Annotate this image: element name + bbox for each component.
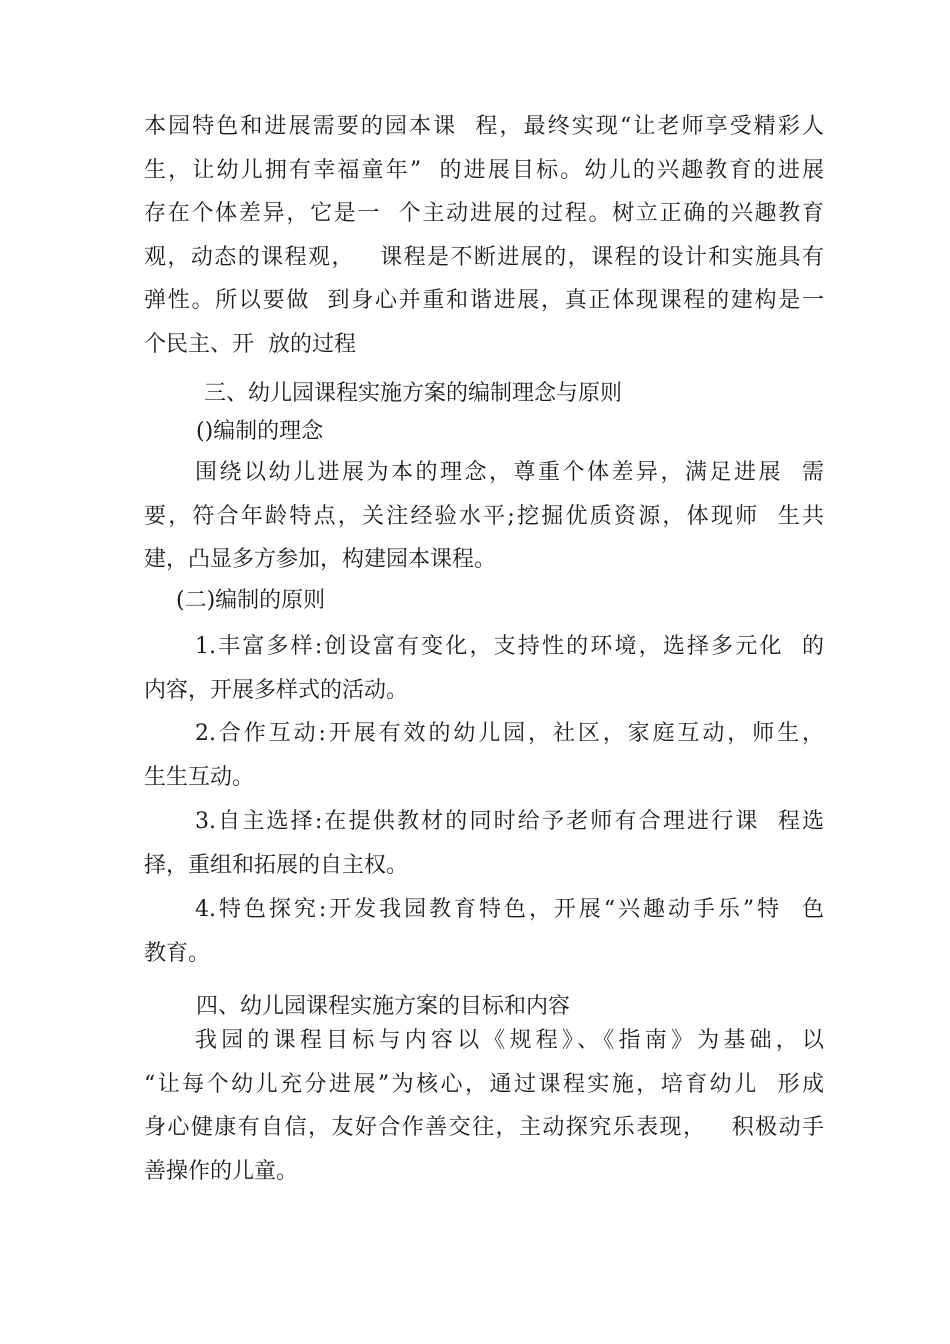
text-line: 身心健康有自信，友好合作善交往，主动探究乐表现， 积极动手 [144, 1115, 824, 1140]
text-line: 生生互动。 [144, 764, 255, 790]
principles-subheading: (二)编制的原则 [176, 588, 326, 613]
text-line: 2.合作互动:开展有效的幼儿园，社区，家庭互动，师生， [195, 721, 824, 746]
text-line: 围绕以幼儿进展为本的理念，尊重个体差异，满足进展 需 [195, 460, 824, 485]
goal-paragraph [144, 1019, 824, 1193]
principle-item-4 [144, 888, 824, 975]
concept-subheading: ()编制的理念 [196, 419, 324, 444]
text-line: 善操作的儿童。 [144, 1158, 299, 1184]
text-line: 个民主、开 放的过程 [144, 331, 356, 357]
section-4-heading: 四、幼儿园课程实施方案的目标和内容 [196, 994, 571, 1019]
text-line: “让每个幼儿充分进展”为核心，通过课程实施，培育幼儿 形成 [144, 1071, 824, 1097]
text-line: 4.特色探究:开发我园教育特色，开展“兴趣动手乐”特 色 [195, 897, 824, 922]
text-line: 3.自主选择:在提供教材的同时给予老师有合理进行课 程选 [195, 809, 824, 834]
text-line: 观，动态的课程观， 课程是不断进展的，课程的设计和实施具有 [144, 244, 824, 270]
principle-item-2 [144, 712, 824, 799]
text-line: 本园特色和进展需要的园本课 程，最终实现“让老师享受精彩人 [144, 114, 824, 139]
text-line: 我园的课程目标与内容以《规程》、《指南》为基础，以 [195, 1028, 824, 1053]
text-line: 要，符合年龄特点，关注经验水平;挖掘优质资源，体现师 生共 [144, 503, 824, 529]
text-line: 教育。 [144, 940, 211, 966]
text-line: 生，让幼儿拥有幸福童年” 的进展目标。幼儿的兴趣教育的进展 [144, 157, 824, 183]
intro-paragraph [144, 105, 824, 366]
principle-item-3 [144, 800, 824, 887]
principle-item-1 [144, 625, 824, 712]
text-line: 存在个体差异，它是一 个主动进展的过程。树立正确的兴趣教育 [144, 201, 824, 226]
text-line: 弹性。所以要做 到身心并重和谐进展，真正体现课程的建构是一 [144, 288, 824, 313]
section-3-heading: 三、幼儿园课程实施方案的编制理念与原则 [204, 381, 623, 406]
text-line: 内容，开展多样式的活动。 [144, 677, 409, 703]
text-line: 1.丰富多样:创设富有变化，支持性的环境，选择多元化 的 [195, 634, 824, 659]
text-line: 建，凸显多方参加，构建园本课程。 [144, 547, 497, 572]
concept-paragraph [144, 451, 824, 582]
text-line: 择，重组和拓展的自主权。 [144, 852, 409, 878]
